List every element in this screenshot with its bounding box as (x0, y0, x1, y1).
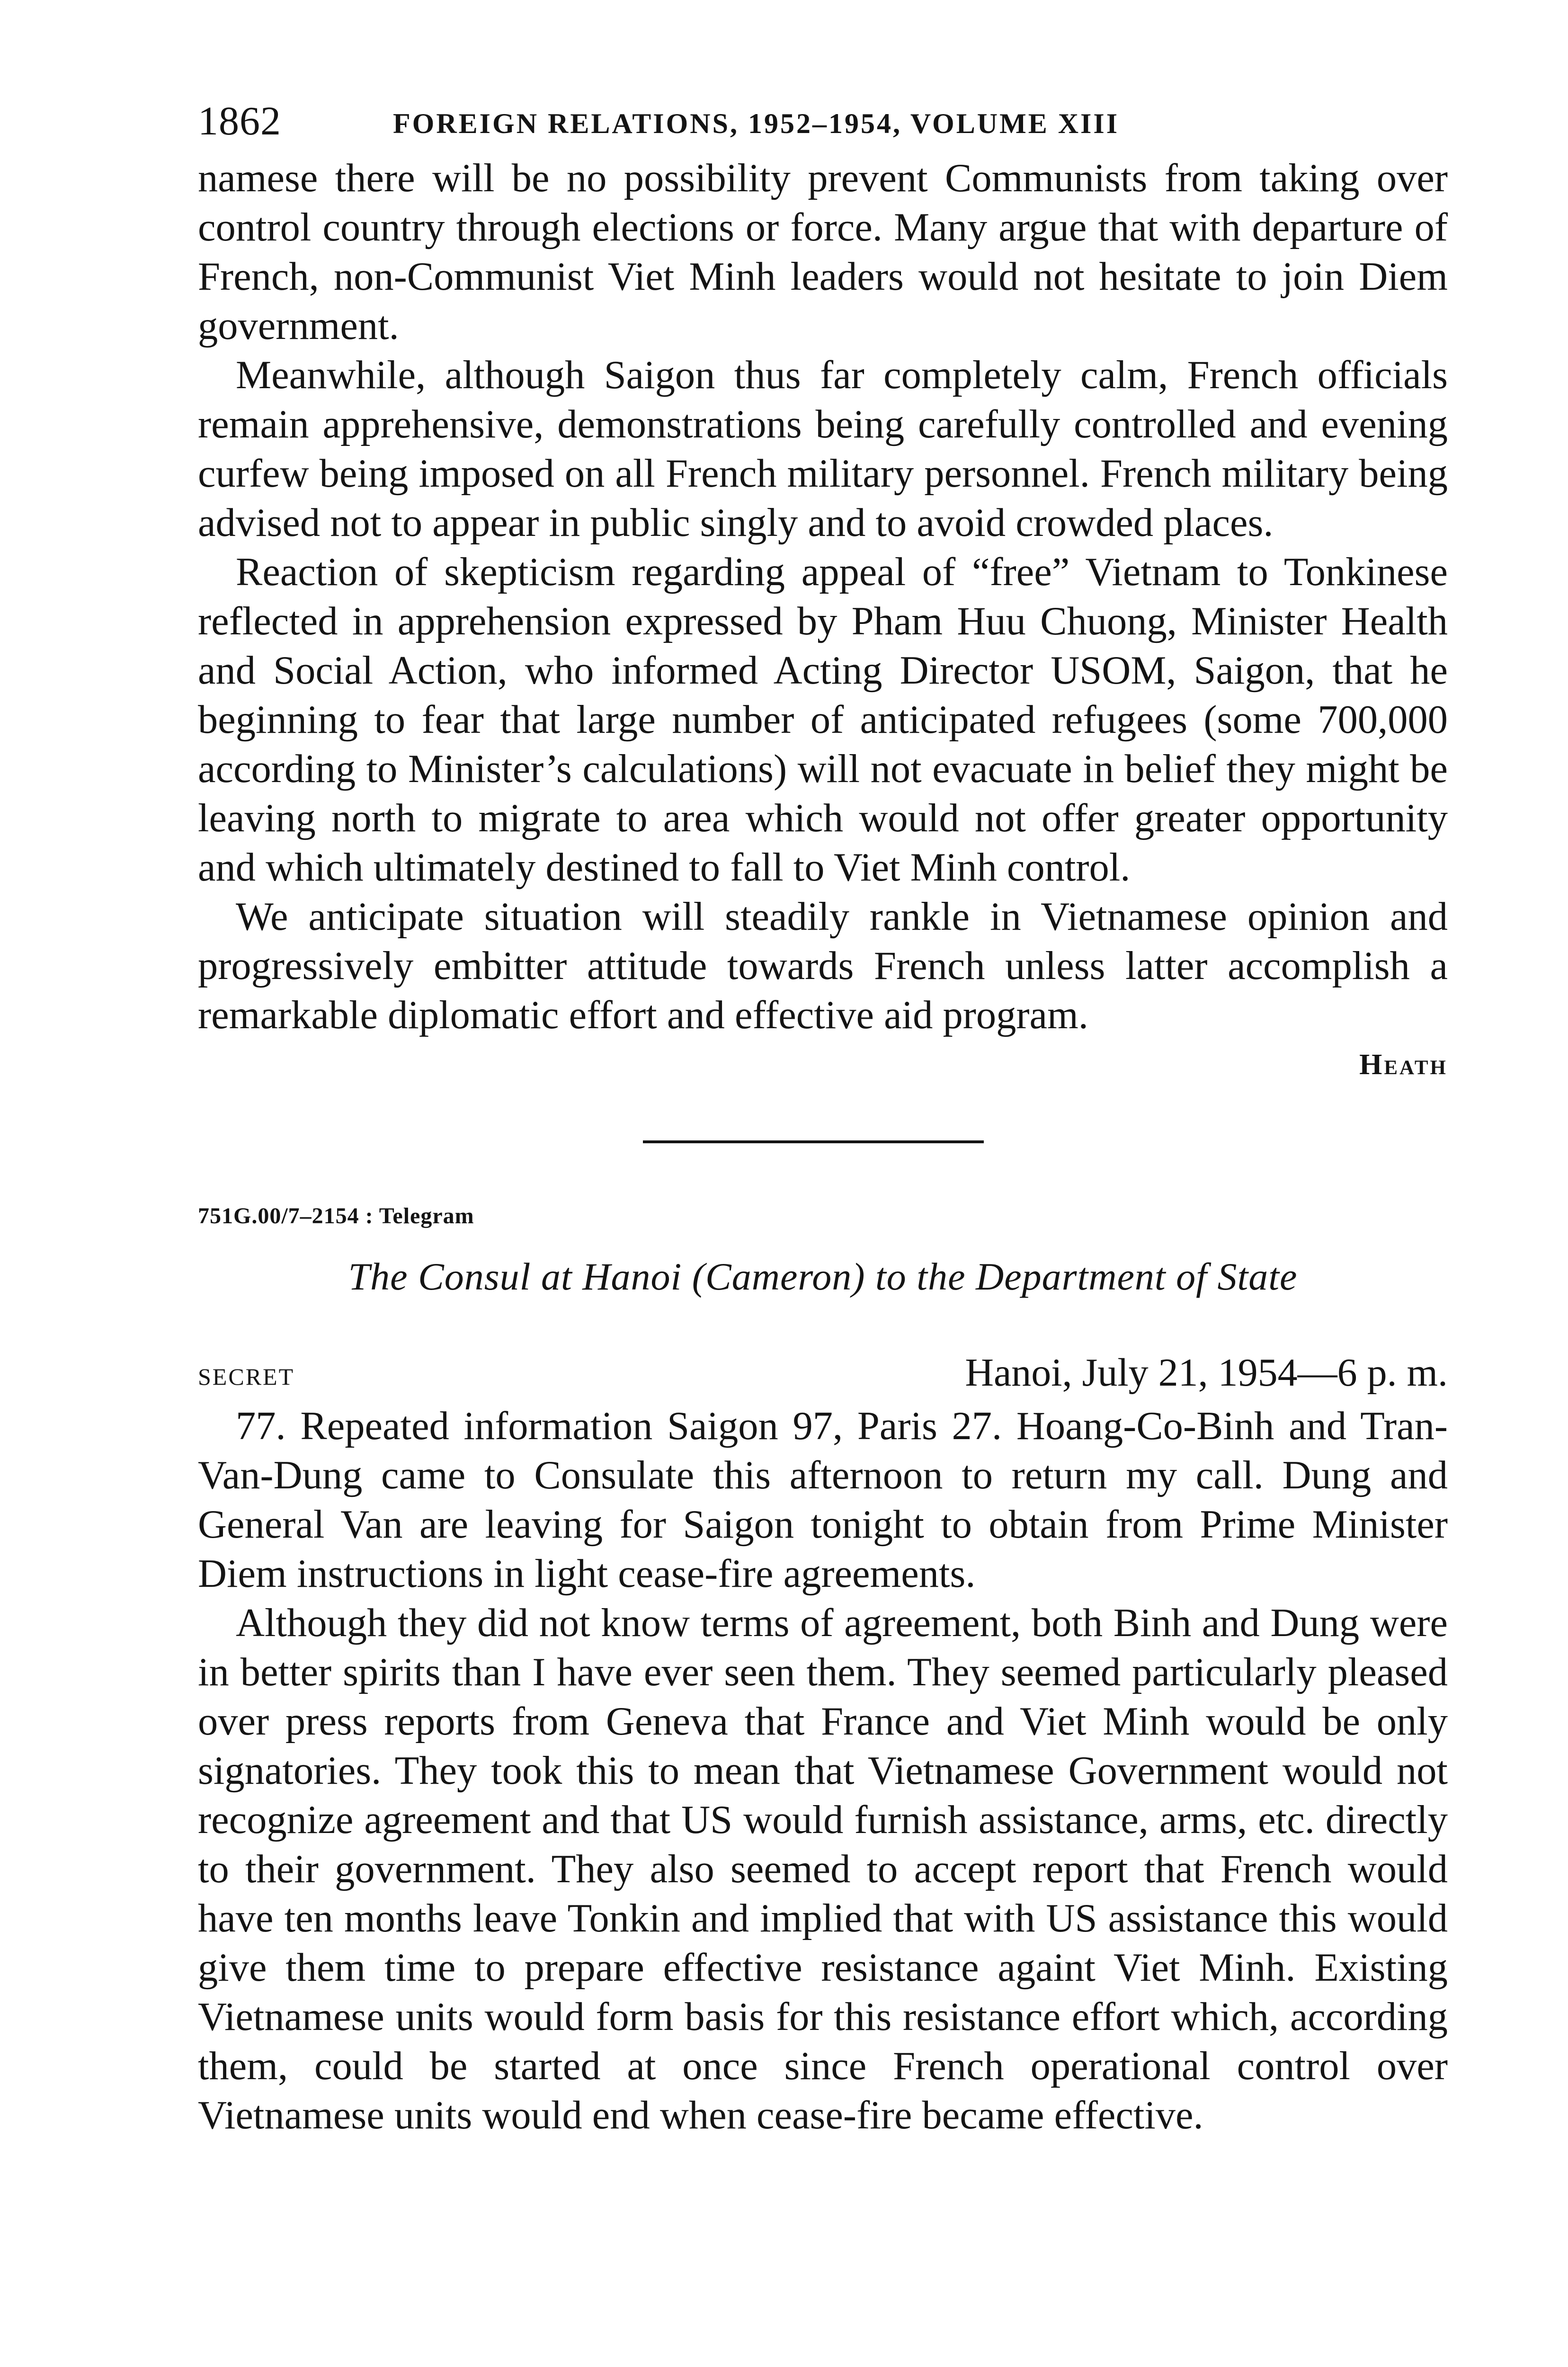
page-number: 1862 (198, 98, 281, 143)
previous-document-body (198, 154, 1448, 1040)
running-title: FOREIGN RELATIONS, 1952–1954, VOLUME XIII (393, 108, 1120, 139)
text-column (198, 97, 1448, 2140)
document-body (198, 1402, 1448, 2140)
dateline (198, 1350, 1448, 1402)
paragraph: Meanwhile, although Saigon thus far completely calm, French officials remain apprehensive, demonstrations being carefully controlled and evening curfew being imposed on all French military personnel. French military being advised not to appear in public singly and to avoid crowded places. (198, 353, 1448, 545)
paragraph: We anticipate situation will steadily rankle in Vietnamese opinion and progressively embitter attitude towards French unless latter accomplish a remarkable diplomatic effort and effective aid program. (198, 895, 1448, 1037)
running-head (198, 97, 1448, 154)
classification-label: SECRET (198, 1363, 295, 1390)
document-title: The Consul at Hanoi (Cameron) to the Department of State (348, 1255, 1298, 1298)
paragraph: Although they did not know terms of agreement, both Binh and Dung were in better spirits than I have ever seen them. They seemed particularly pleased over press reports from Geneva that France and Viet Minh would be only signatories. They took this to mean that Vietnamese Government would not recognize agreement and that US would furnish assistance, arms, etc. directly to their government. They also seemed to accept report that French would have ten months leave Tonkin and implied that with US assistance this would give them time to prepare effective resistance againt Viet Minh. Existing Vietnamese units would form basis for this resistance effort which, according them, could be started at once since French operational control over Vietnamese units would end when cease-fire became effective. (198, 1601, 1448, 2137)
place-date: Hanoi, July 21, 1954—6 p. m. (965, 1351, 1448, 1395)
paragraph: Reaction of skepticism regarding appeal of “free” Vietnam to Tonkinese reflected in apprehension expressed by Pham Huu Chuong, Minister Health and Social Action, who informed Acting Director USOM, Saigon, that he beginning to fear that large number of anticipated refugees (some 700,000 according to Minister’s calculations) will not evacuate in belief they might be leaving north to migrate to area which would not offer greater opportunity and which ultimately destined to fall to Viet Minh control. (198, 550, 1448, 890)
section-divider (643, 1140, 984, 1143)
paragraph: 77. Repeated information Saigon 97, Paris 27. Hoang-Co-Binh and Tran-Van-Dung came to Consulate this afternoon to return my call. Dung and General Van are leaving for Saigon tonight to obtain from Prime Minister Diem instructions in light cease-fire agreements. (198, 1404, 1448, 1596)
file-reference: 751G.00/7–2154 : Telegram (198, 1203, 474, 1228)
signature: Heath (1359, 1049, 1448, 1081)
paragraph-continuation: namese there will be no possibility prevent Communists from taking over control country through elections or force. Many argue that with departure of French, non-Communist Viet Minh leaders would not hesitate to join Diem government. (198, 156, 1448, 348)
